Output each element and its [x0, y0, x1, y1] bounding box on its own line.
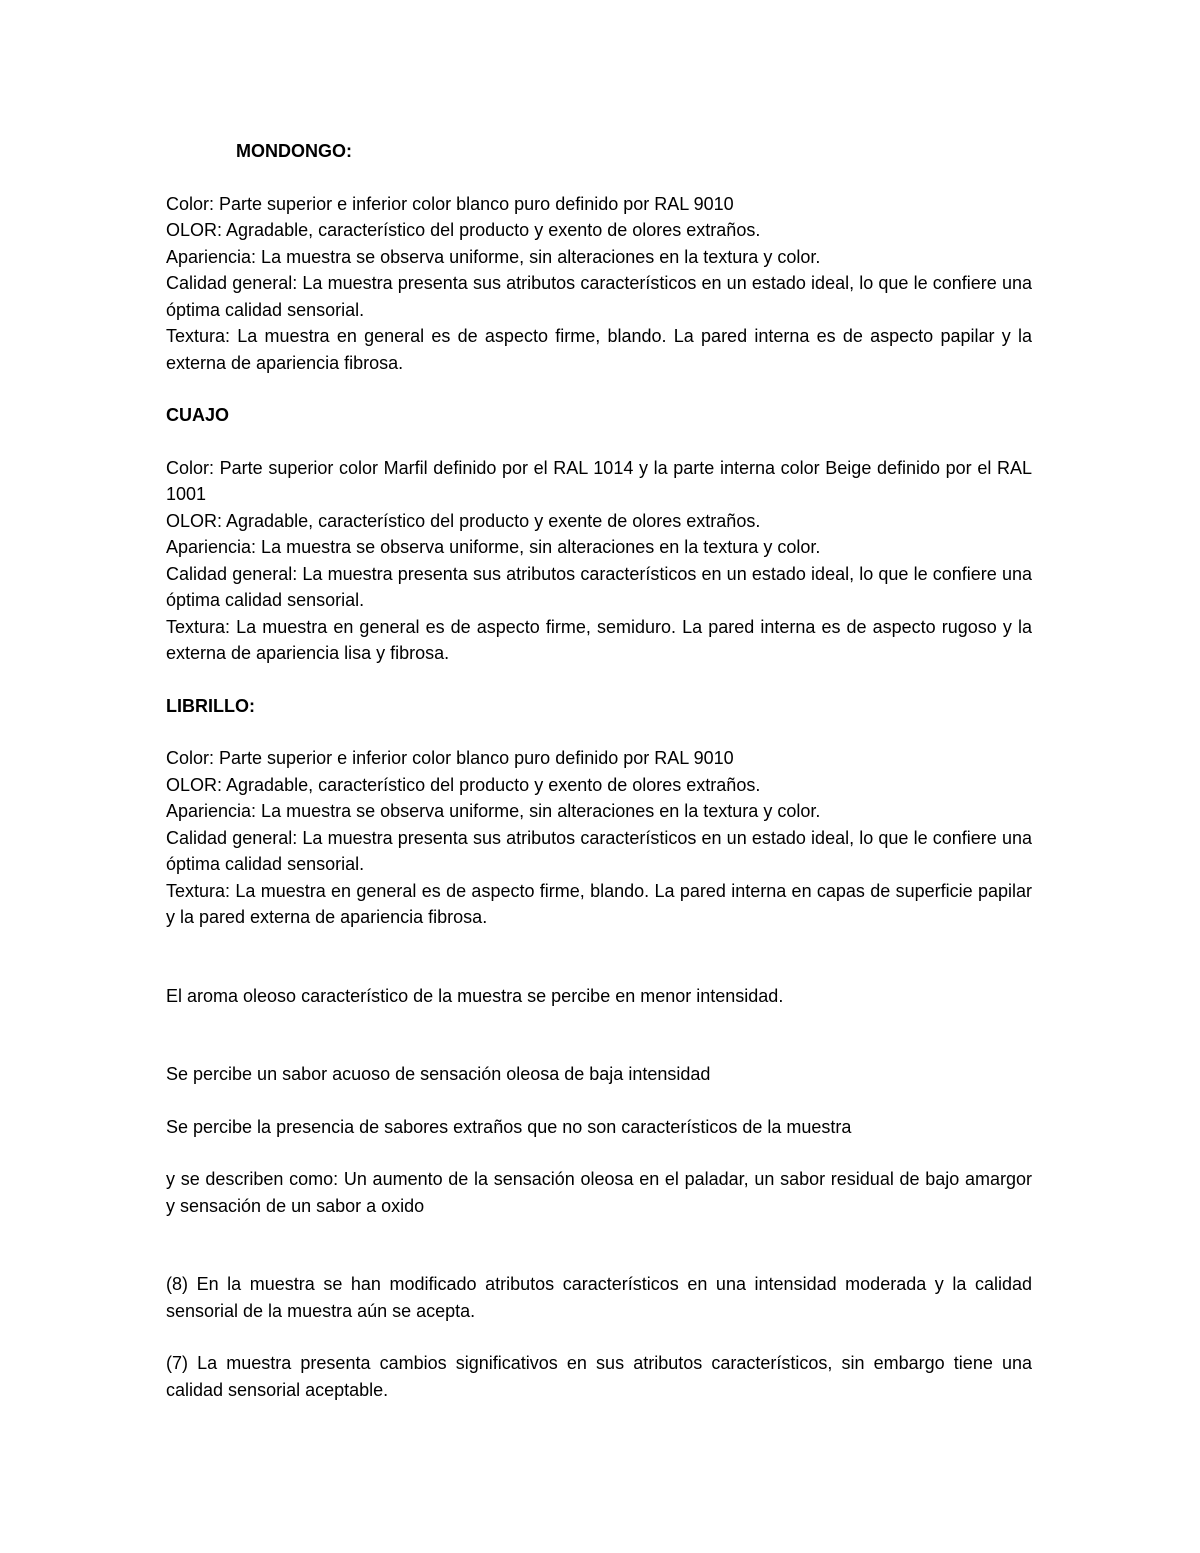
note-descripcion: y se describen como: Un aumento de la sensación oleosa en el paladar, un sabor residual de bajo amargor y sensación de un sabor a oxido [166, 1169, 1032, 1216]
section-cuajo [166, 455, 1032, 667]
librillo-color: Color: Parte superior e inferior color blanco puro definido por RAL 9010 [166, 748, 734, 768]
mondongo-color: Color: Parte superior e inferior color blanco puro definido por RAL 9010 [166, 193, 734, 214]
mondongo-calidad: Calidad general: La muestra presenta sus atributos característicos en un estado ideal, lo que le confiere una óptima calidad sensorial. [166, 273, 1032, 320]
mondongo-olor: OLOR: Agradable, característico del producto y exento de olores extraños. [166, 220, 761, 240]
mondongo-textura: Textura: La muestra en general es de aspecto firme, blando. La pared interna es de aspecto papilar y la externa de apariencia fibrosa. [166, 326, 1032, 373]
note-sabores-extranos: Se percibe la presencia de sabores extraños que no son característicos de la muestra [166, 1116, 852, 1137]
cuajo-calidad: Calidad general: La muestra presenta sus atributos característicos en un estado ideal, lo que le confiere una óptima calidad sensorial. [166, 563, 1032, 610]
librillo-olor: OLOR: Agradable, característico del producto y exento de olores extraños. [166, 774, 761, 795]
section-mondongo [166, 191, 1032, 377]
note-aroma: El aroma oleoso característico de la muestra se percibe en menor intensidad. [166, 985, 784, 1006]
mondongo-apariencia: Apariencia: La muestra se observa uniforme, sin alteraciones en la textura y color. [166, 246, 821, 267]
librillo-textura: Textura: La muestra en general es de aspecto firme, blando. La pared interna en capas de superficie papilar y la pared externa de apariencia fibrosa. [166, 880, 1032, 927]
section-title-librillo: LIBRILLO: [166, 695, 255, 716]
cuajo-olor: OLOR: Agradable, característico del producto y exente de olores extraños. [166, 510, 761, 531]
cuajo-apariencia: Apariencia: La muestra se observa uniforme, sin alteraciones en la textura y color. [166, 537, 821, 557]
note-sabor: Se percibe un sabor acuoso de sensación oleosa de baja intensidad [166, 1064, 711, 1084]
section-title-cuajo: CUAJO [166, 405, 230, 425]
document-body [166, 138, 1032, 1403]
cuajo-color: Color: Parte superior color Marfil definido por el RAL 1014 y la parte interna color Beige definido por el RAL 1001 [166, 457, 1032, 504]
librillo-apariencia: Apariencia: La muestra se observa uniforme, sin alteraciones en la textura y color. [166, 801, 821, 821]
note-score-8: (8) En la muestra se han modificado atributos característicos en una intensidad moderada y la calidad sensorial de la muestra aún se acepta. [166, 1274, 1032, 1321]
note-score-7: (7) La muestra presenta cambios significativos en sus atributos característicos, sin embargo tiene una calidad sensorial aceptable. [166, 1353, 1032, 1400]
section-title-mondongo: MONDONGO: [236, 141, 352, 161]
section-librillo [166, 745, 1032, 931]
librillo-calidad: Calidad general: La muestra presenta sus atributos característicos en un estado ideal, lo que le confiere una óptima calidad sensorial. [166, 827, 1032, 874]
cuajo-textura: Textura: La muestra en general es de aspecto firme, semiduro. La pared interna es de aspecto rugoso y la externa de apariencia lisa y fibrosa. [166, 616, 1032, 663]
